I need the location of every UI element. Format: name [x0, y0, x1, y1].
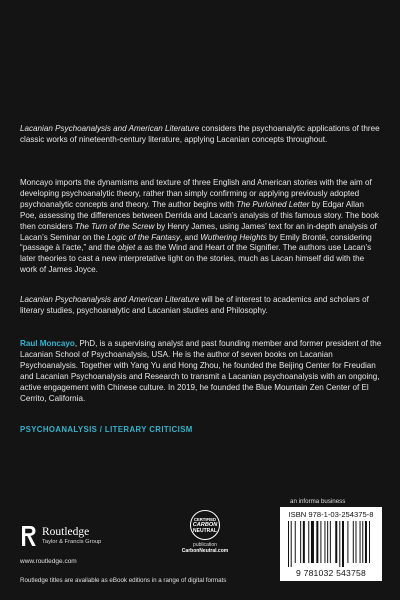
description-paragraph	[20, 178, 382, 276]
interest-book-title: Lacanian Psychoanalysis and American Literature	[20, 295, 200, 304]
intro-text: considers the psychoanalytic applications of three classic works of nineteenth-century literature, applying Lacanian concepts throughout.	[20, 124, 380, 144]
desc-title-purloined: The Purloined Letter	[236, 199, 310, 209]
isbn-label: ISBN 978-1-03-254375-8	[288, 510, 374, 519]
publisher-group: Taylor & Francis Group	[42, 539, 102, 545]
author-bio-text: , PhD, is a supervising analyst and past founding member and former president of the Lacanian School of Psychoanalysis, USA. He is the author of seven books on Lacanian Psychoanalysis. Together with Yang Yu and Hong Zhou, he founded the Beijing Center for Freudian and Lacanian Psychoanalysis and Research to transmit a Lacanian psychoanalysis with an ongoing, active engagement with Chinese culture. In 2019, he founded the Blue Mountain Zen Center of El Cerrito, California.	[20, 339, 382, 403]
desc-title-logic-fantasy: Logic of the Fantasy	[107, 232, 181, 242]
intro-paragraph	[20, 124, 382, 146]
author-bio	[20, 339, 382, 404]
cn-certified: CERTIFIED	[193, 516, 217, 522]
desc-text-5: by Emily Brontë, considering “passage à l’acte,” and the	[20, 232, 372, 253]
ebook-footer-note: Routledge titles are available as eBook editions in a range of digital formats	[20, 577, 227, 584]
barcode-bars-icon	[288, 521, 374, 567]
cn-website: CarbonNeutral.com	[181, 548, 229, 554]
desc-text-3: by Henry James, using James’ text for an in-depth analysis of Lacan’s Seminar on the	[20, 221, 377, 242]
desc-term-objet-a: objet a	[117, 243, 142, 253]
cn-publication: publication	[193, 542, 217, 548]
carbon-neutral-seal-icon	[190, 510, 220, 540]
barcode	[280, 507, 382, 581]
author-name: Raul Moncayo	[20, 339, 75, 348]
publisher-name: Routledge	[42, 526, 90, 538]
barcode-digits: 9 781032 543758	[296, 568, 366, 578]
desc-text-2: by Edgar Allan Poe, assessing the differences between Derrida and Lacan’s analysis of this famous story. The book then considers	[20, 199, 379, 231]
interest-paragraph	[20, 295, 382, 317]
routledge-r-logo-icon	[20, 525, 37, 547]
cn-neutral: NEUTRAL	[193, 527, 217, 534]
interest-text: will be of interest to academics and scholars of literary studies, psychoanalytic and Lacanian studies and Philosophy.	[20, 295, 369, 315]
desc-title-wuthering: Wuthering Heights	[200, 232, 267, 242]
publisher-website: www.routledge.com	[20, 558, 77, 565]
intro-book-title: Lacanian Psychoanalysis and American Literature	[20, 124, 200, 133]
subject-category: PSYCHOANALYSIS / LITERARY CRITICISM	[20, 425, 193, 434]
desc-title-turn-screw: The Turn of the Screw	[74, 221, 155, 231]
cn-carbon: CARBON	[192, 521, 218, 528]
informa-tagline: an informa business	[290, 498, 346, 505]
desc-text-4: , and	[180, 232, 201, 242]
carbon-neutral-badge	[180, 510, 230, 554]
desc-text-1: Moncayo imports the dynamisms and texture of three English and American stories with the aim of developing psychoanalytic theory, rather than simply confirming or applying previously adopted psychoanalytic concepts and theory. The author begins with	[20, 178, 372, 209]
routledge-logo	[20, 525, 101, 547]
desc-text-6: as the Wind and Heart of the Signifier. The authors use Lacan’s later theories to cast a new interpretative light on the stories, much as Lacan himself did with the work of James Joyce.	[20, 243, 372, 275]
